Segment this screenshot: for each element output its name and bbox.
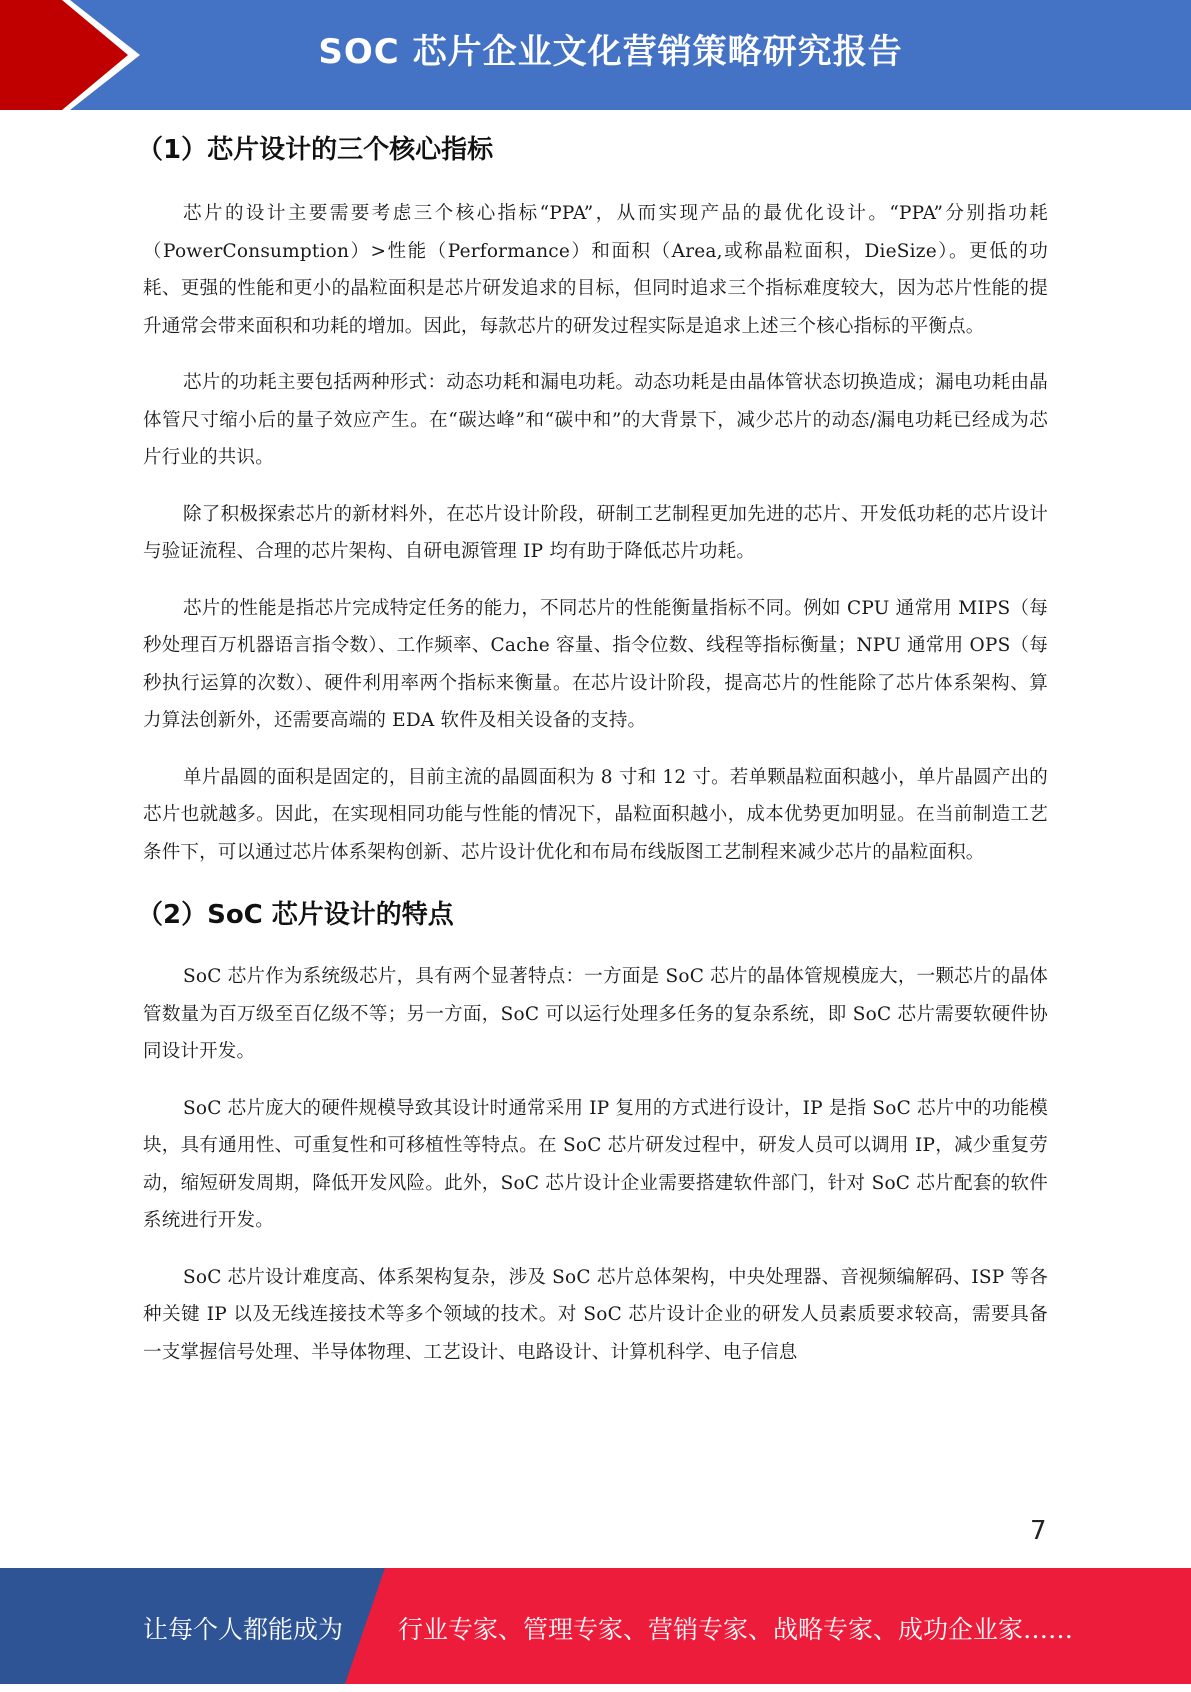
paragraph: 单片晶圆的面积是固定的，目前主流的晶圆面积为 8 寸和 12 寸。若单颗晶粒面积越小，单片晶圆产出的芯片也就越多。因此，在实现相同功能与性能的情况下，晶粒面积越小，成本优势更加明显。在当前制造工艺条件下，可以通过芯片体系架构创新、芯片设计优化和布局布线版图工艺制程来减少芯片的晶粒面积。 bbox=[143, 766, 1048, 863]
page-header bbox=[0, 0, 1191, 110]
section-heading-2: （2）SoC 芯片设计的特点 bbox=[137, 900, 454, 930]
paragraph: SoC 芯片作为系统级芯片，具有两个显著特点：一方面是 SoC 芯片的晶体管规模庞大，一颗芯片的晶体管数量为百万级至百亿级不等；另一方面，SoC 可以运行处理多任务的复杂系统，即 SoC 芯片需要软硬件协同设计开发。 bbox=[143, 966, 1048, 1062]
section-heading-1: （1）芯片设计的三个核心指标 bbox=[137, 135, 494, 165]
paragraph: 芯片的性能是指芯片完成特定任务的能力，不同芯片的性能衡量指标不同。例如 CPU 通常用 MIPS（每秒处理百万机器语言指令数）、工作频率、Cache 容量、指令位数、线程等指标衡量；NPU 通常用 OPS（每秒执行运算的次数）、硬件利用率两个指标来衡量。在芯片设计阶段，提高芯片的性能除了芯片体系架构、算力算法创新外，还需要高端的 EDA 软件及相关设备的支持。 bbox=[143, 597, 1048, 731]
document-body bbox=[137, 125, 1048, 1390]
paragraph: SoC 芯片设计难度高、体系架构复杂，涉及 SoC 芯片总体架构，中央处理器、音视频编解码、ISP 等各种关键 IP 以及无线连接技术等多个领域的技术。对 SoC 芯片设计企业的研发人员素质要求较高，需要具备一支掌握信号处理、半导体物理、工艺设计、电路设计、计算机科学、电子信息 bbox=[143, 1266, 1048, 1363]
paragraph: SoC 芯片庞大的硬件规模导致其设计时通常采用 IP 复用的方式进行设计，IP 是指 SoC 芯片中的功能模块，具有通用性、可重复性和可移植性等特点。在 SoC 芯片研发过程中，研发人员可以调用 IP，减少重复劳动，缩短研发周期，降低开发风险。此外，SoC 芯片设计企业需要搭建软件部门，针对 SoC 芯片配套的软件系统进行开发。 bbox=[143, 1097, 1048, 1231]
report-title: SOC 芯片企业文化营销策略研究报告 bbox=[318, 32, 903, 72]
footer-slogan-left: 让每个人都能成为 bbox=[143, 1615, 344, 1644]
footer-slogan-right: 行业专家、管理专家、营销专家、战略专家、成功企业家…… bbox=[398, 1615, 1074, 1644]
paragraph: 除了积极探索芯片的新材料外，在芯片设计阶段，研制工艺制程更加先进的芯片、开发低功耗的芯片设计与验证流程、合理的芯片架构、自研电源管理 IP 均有助于降低芯片功耗。 bbox=[143, 503, 1048, 562]
page-number: 7 bbox=[1030, 1516, 1047, 1546]
paragraph: 芯片的功耗主要包括两种形式：动态功耗和漏电功耗。动态功耗是由晶体管状态切换造成；漏电功耗由晶体管尺寸缩小后的量子效应产生。在“碳达峰”和“碳中和”的大背景下，减少芯片的动态/漏电功耗已经成为芯片行业的共识。 bbox=[143, 372, 1048, 468]
paragraph: 芯片的设计主要需要考虑三个核心指标“PPA”，从而实现产品的最优化设计。“PPA”分别指功耗（PowerConsumption）>性能（Performance）和面积（Area,或称晶粒面积，DieSize）。更低的功耗、更强的性能和更小的晶粒面积是芯片研发追求的目标，但同时追求三个指标难度较大，因为芯片性能的提升通常会带来面积和功耗的增加。因此，每款芯片的研发过程实际是追求上述三个核心指标的平衡点。 bbox=[143, 203, 1048, 337]
page-footer bbox=[0, 1568, 1191, 1684]
